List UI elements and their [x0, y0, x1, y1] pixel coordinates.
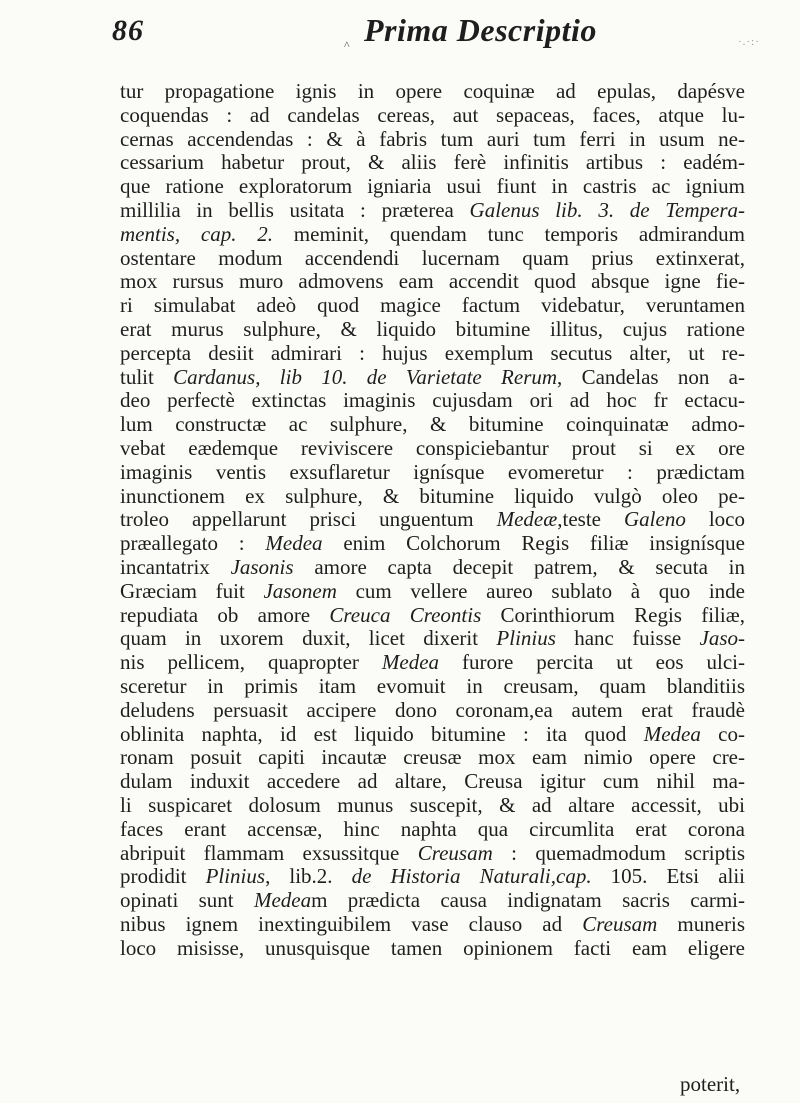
text-line: [120, 960, 745, 984]
text-line: tulit Cardanus, lib 10. de Varietate Rerum, Candelas non a-: [120, 365, 745, 389]
text-line: oblinita naphta, id est liquido bitumine : ita quod Medea co-: [120, 722, 745, 746]
text-line: Græciam fuit Jasonem cum vellere aureo sublato à quo inde: [120, 579, 745, 603]
text-line: que ratione exploratorum igniaria usui fiunt in castris ac ignium: [120, 175, 745, 199]
text-line: tur propagatione ignis in opere coquinæ ad epulas, dapésve: [120, 80, 745, 103]
text-line: incantatrix Jasonis amore capta decepit patrem, & secuta in: [120, 555, 745, 579]
text-line: cessarium habetur prout, & aliis ferè infinitis artibus : eadém-: [120, 151, 745, 175]
text-line: millilia in bellis usitata : præterea Galenus lib. 3. de Tempera-: [120, 198, 745, 222]
catchword: poterit,: [680, 1072, 741, 1096]
text-line: percepta desiit admirari : hujus exemplum secutus alter, ut re-: [120, 341, 745, 365]
text-line: deo perfectè extinctas imaginis cujusdam ori ad hoc fr ectacu-: [120, 389, 745, 413]
body-text: [120, 80, 745, 1056]
text-line: li suspicaret dolosum munus suscepit, & ad altare accessit, ubi: [120, 793, 745, 817]
text-line: repudiata ob amore Creuca Creontis Corinthiorum Regis filiæ,: [120, 603, 745, 627]
text-line: loco misisse, unusquisque tamen opinionem facti eam eligere: [120, 936, 745, 960]
text-line: mentis, cap. 2. meminit, quendam tunc temporis admirandum: [120, 222, 745, 246]
running-title: Prima Descriptio: [364, 12, 597, 48]
text-line: inunctionem ex sulphure, & bitumine liquido vulgò oleo pe-: [120, 484, 745, 508]
text-line: dulam induxit accedere ad altare, Creusa igitur cum nihil ma-: [120, 770, 745, 794]
header-mark: ^: [344, 38, 350, 52]
text-line: ri simulabat adeò quod magice factum videbatur, veruntamen: [120, 294, 745, 318]
text-line: deludens persuasit accipere dono coronam,ea autem erat fraudè: [120, 698, 745, 722]
text-line: abripuit flammam exsussitque Creusam : quemadmodum scriptis: [120, 841, 745, 865]
text-line: ronam posuit capiti incautæ creusæ mox eam nimio opere cre-: [120, 746, 745, 770]
page-header: [112, 8, 762, 58]
text-line: faces erant accensæ, hinc naphta qua circumlita erat corona: [120, 817, 745, 841]
text-line: coquendas : ad candelas cereas, aut sepaceas, faces, atque lu-: [120, 103, 745, 127]
text-line: nibus ignem inextinguibilem vase clauso ad Creusam muneris: [120, 912, 745, 936]
text-line: ostentare modum accendendi lucernam quam prius extinxerat,: [120, 246, 745, 270]
text-line: [120, 1008, 745, 1032]
text-line: præallegato : Medea enim Colchorum Regis filiæ insignísque: [120, 532, 745, 556]
text-line: [120, 984, 745, 1008]
text-line: cernas accendendas : & à fabris tum auri tum ferri in usum ne-: [120, 127, 745, 151]
text-line: nis pellicem, quapropter Medea furore percita ut eos ulci-: [120, 651, 745, 675]
margin-specks: ·.·:·: [738, 36, 760, 48]
text-line: vebat eædemque reviviscere conspiciebantur prout si ex ore: [120, 436, 745, 460]
text-line: opinati sunt Medeam prædicta causa indignatam sacris carmi-: [120, 889, 745, 913]
text-line: troleo appellarunt prisci unguentum Medeæ,teste Galeno loco: [120, 508, 745, 532]
text-line: sceretur in primis itam evomuit in creusam, quam blanditiis: [120, 674, 745, 698]
text-line: [120, 1032, 745, 1056]
text-line: mox rursus muro admovens eam accendit quod absque igne fie-: [120, 270, 745, 294]
text-line: imaginis ventis exsuflaretur ignísque evomeretur : prædictam: [120, 460, 745, 484]
text-line: quam in uxorem duxit, licet dixerit Plinius hanc fuisse Jaso-: [120, 627, 745, 651]
page-number: 86: [112, 14, 144, 47]
text-line: erat murus sulphure, & liquido bitumine illitus, cujus ratione: [120, 317, 745, 341]
text-line: prodidit Plinius, lib.2. de Historia Naturali,cap. 105. Etsi alii: [120, 865, 745, 889]
text-line: lum constructæ ac sulphure, & bitumine coinquinatæ admo-: [120, 413, 745, 437]
